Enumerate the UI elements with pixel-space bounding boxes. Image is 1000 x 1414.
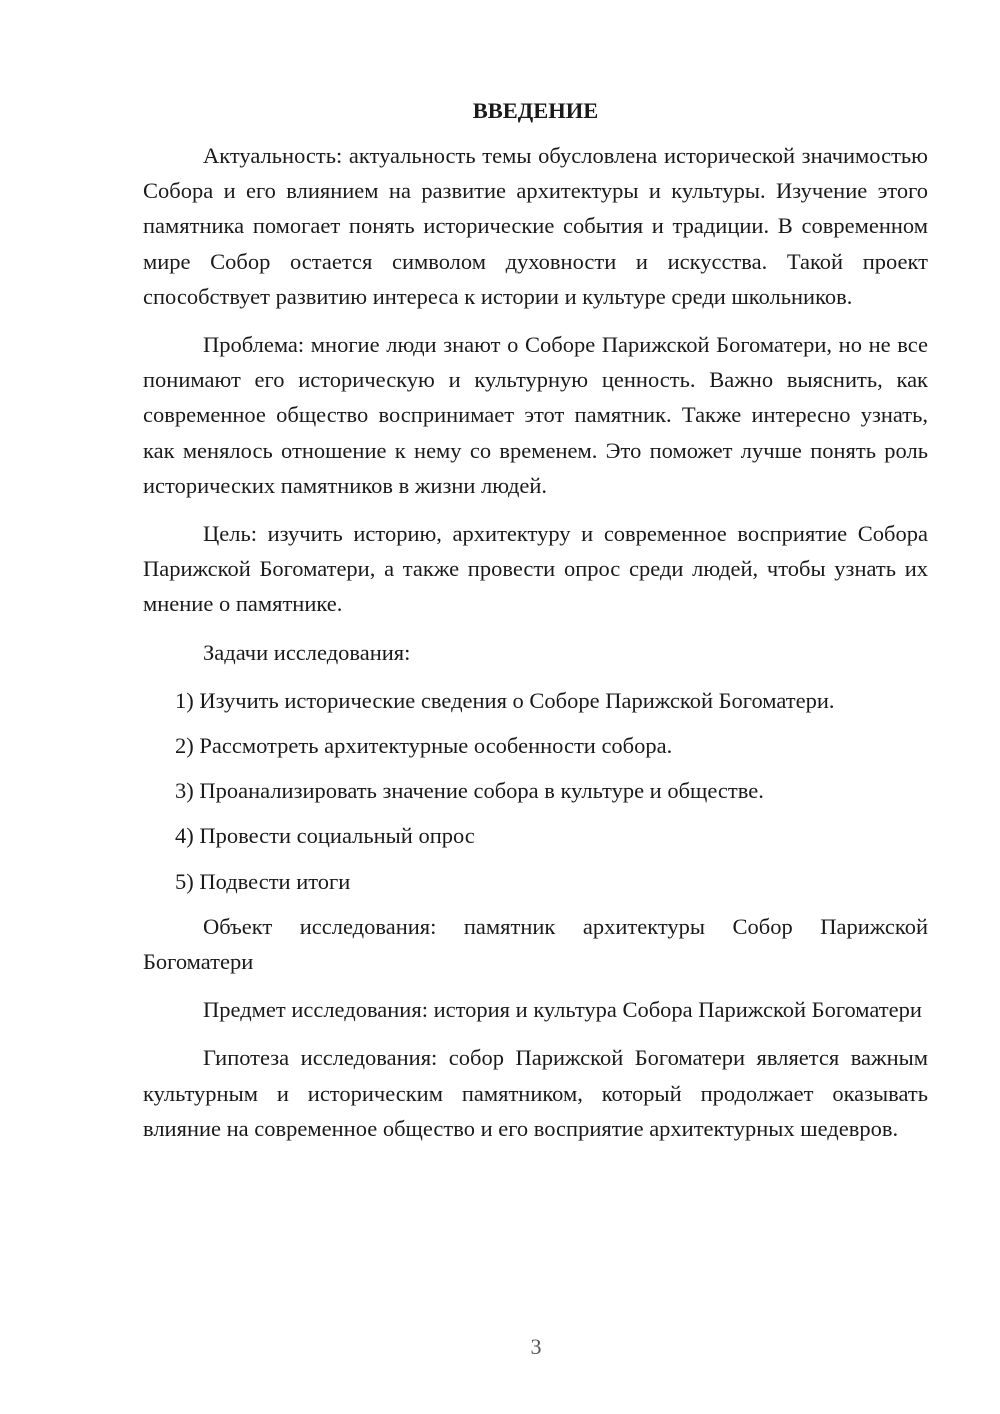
task-item-4: 4) Провести социальный опрос — [175, 823, 475, 849]
task-item-2: 2) Рассмотреть архитектурные особенности собора. — [175, 733, 673, 759]
relevance-paragraph: Актуальность: актуальность темы обусловлена исторической значимостью Собора и его влиянием на развитие архитектуры и культуры. Изучение этого памятника помогает понять исторические события и традиции. В современном мире Собор остается символом духовности и искусства. Такой проект способствует развитию интереса к истории и культуре среди школьников. — [143, 143, 928, 309]
tasks-title: Задачи исследования: — [203, 639, 411, 665]
goal-paragraph: Цель: изучить историю, архитектуру и современное восприятие Собора Парижской Богоматери, а также провести опрос среди людей, чтобы узнать их мнение о памятнике. — [143, 521, 928, 617]
page-content — [143, 96, 928, 1146]
object-paragraph: Объект исследования: памятник архитектуры Собор Парижской Богоматери — [143, 913, 928, 975]
subject-paragraph: Предмет исследования: история и культура Собора Парижской Богоматери — [203, 997, 922, 1023]
problem-paragraph: Проблема: многие люди знают о Соборе Парижской Богоматери, но не все понимают его историческую и культурную ценность. Важно выяснить, как современное общество воспринимает этот памятник. Также интересно узнать, как менялось отношение к нему со временем. Это поможет лучше понять роль исторических памятников в жизни людей. — [143, 332, 928, 498]
tasks-list — [143, 683, 928, 899]
task-item-3: 3) Проанализировать значение собора в культуре и обществе. — [175, 778, 764, 804]
task-item-1: 1) Изучить исторические сведения о Соборе Парижской Богоматери. — [175, 687, 835, 713]
hypothesis-paragraph: Гипотеза исследования: собор Парижской Богоматери является важным культурным и историческим памятником, который продолжает оказывать влияние на современное общество и его восприятие архитектурных шедевров. — [143, 1045, 928, 1141]
section-heading: ВВЕДЕНИЕ — [472, 98, 599, 123]
task-item-5: 5) Подвести итоги — [175, 868, 351, 894]
page-number: 3 — [530, 1334, 542, 1359]
